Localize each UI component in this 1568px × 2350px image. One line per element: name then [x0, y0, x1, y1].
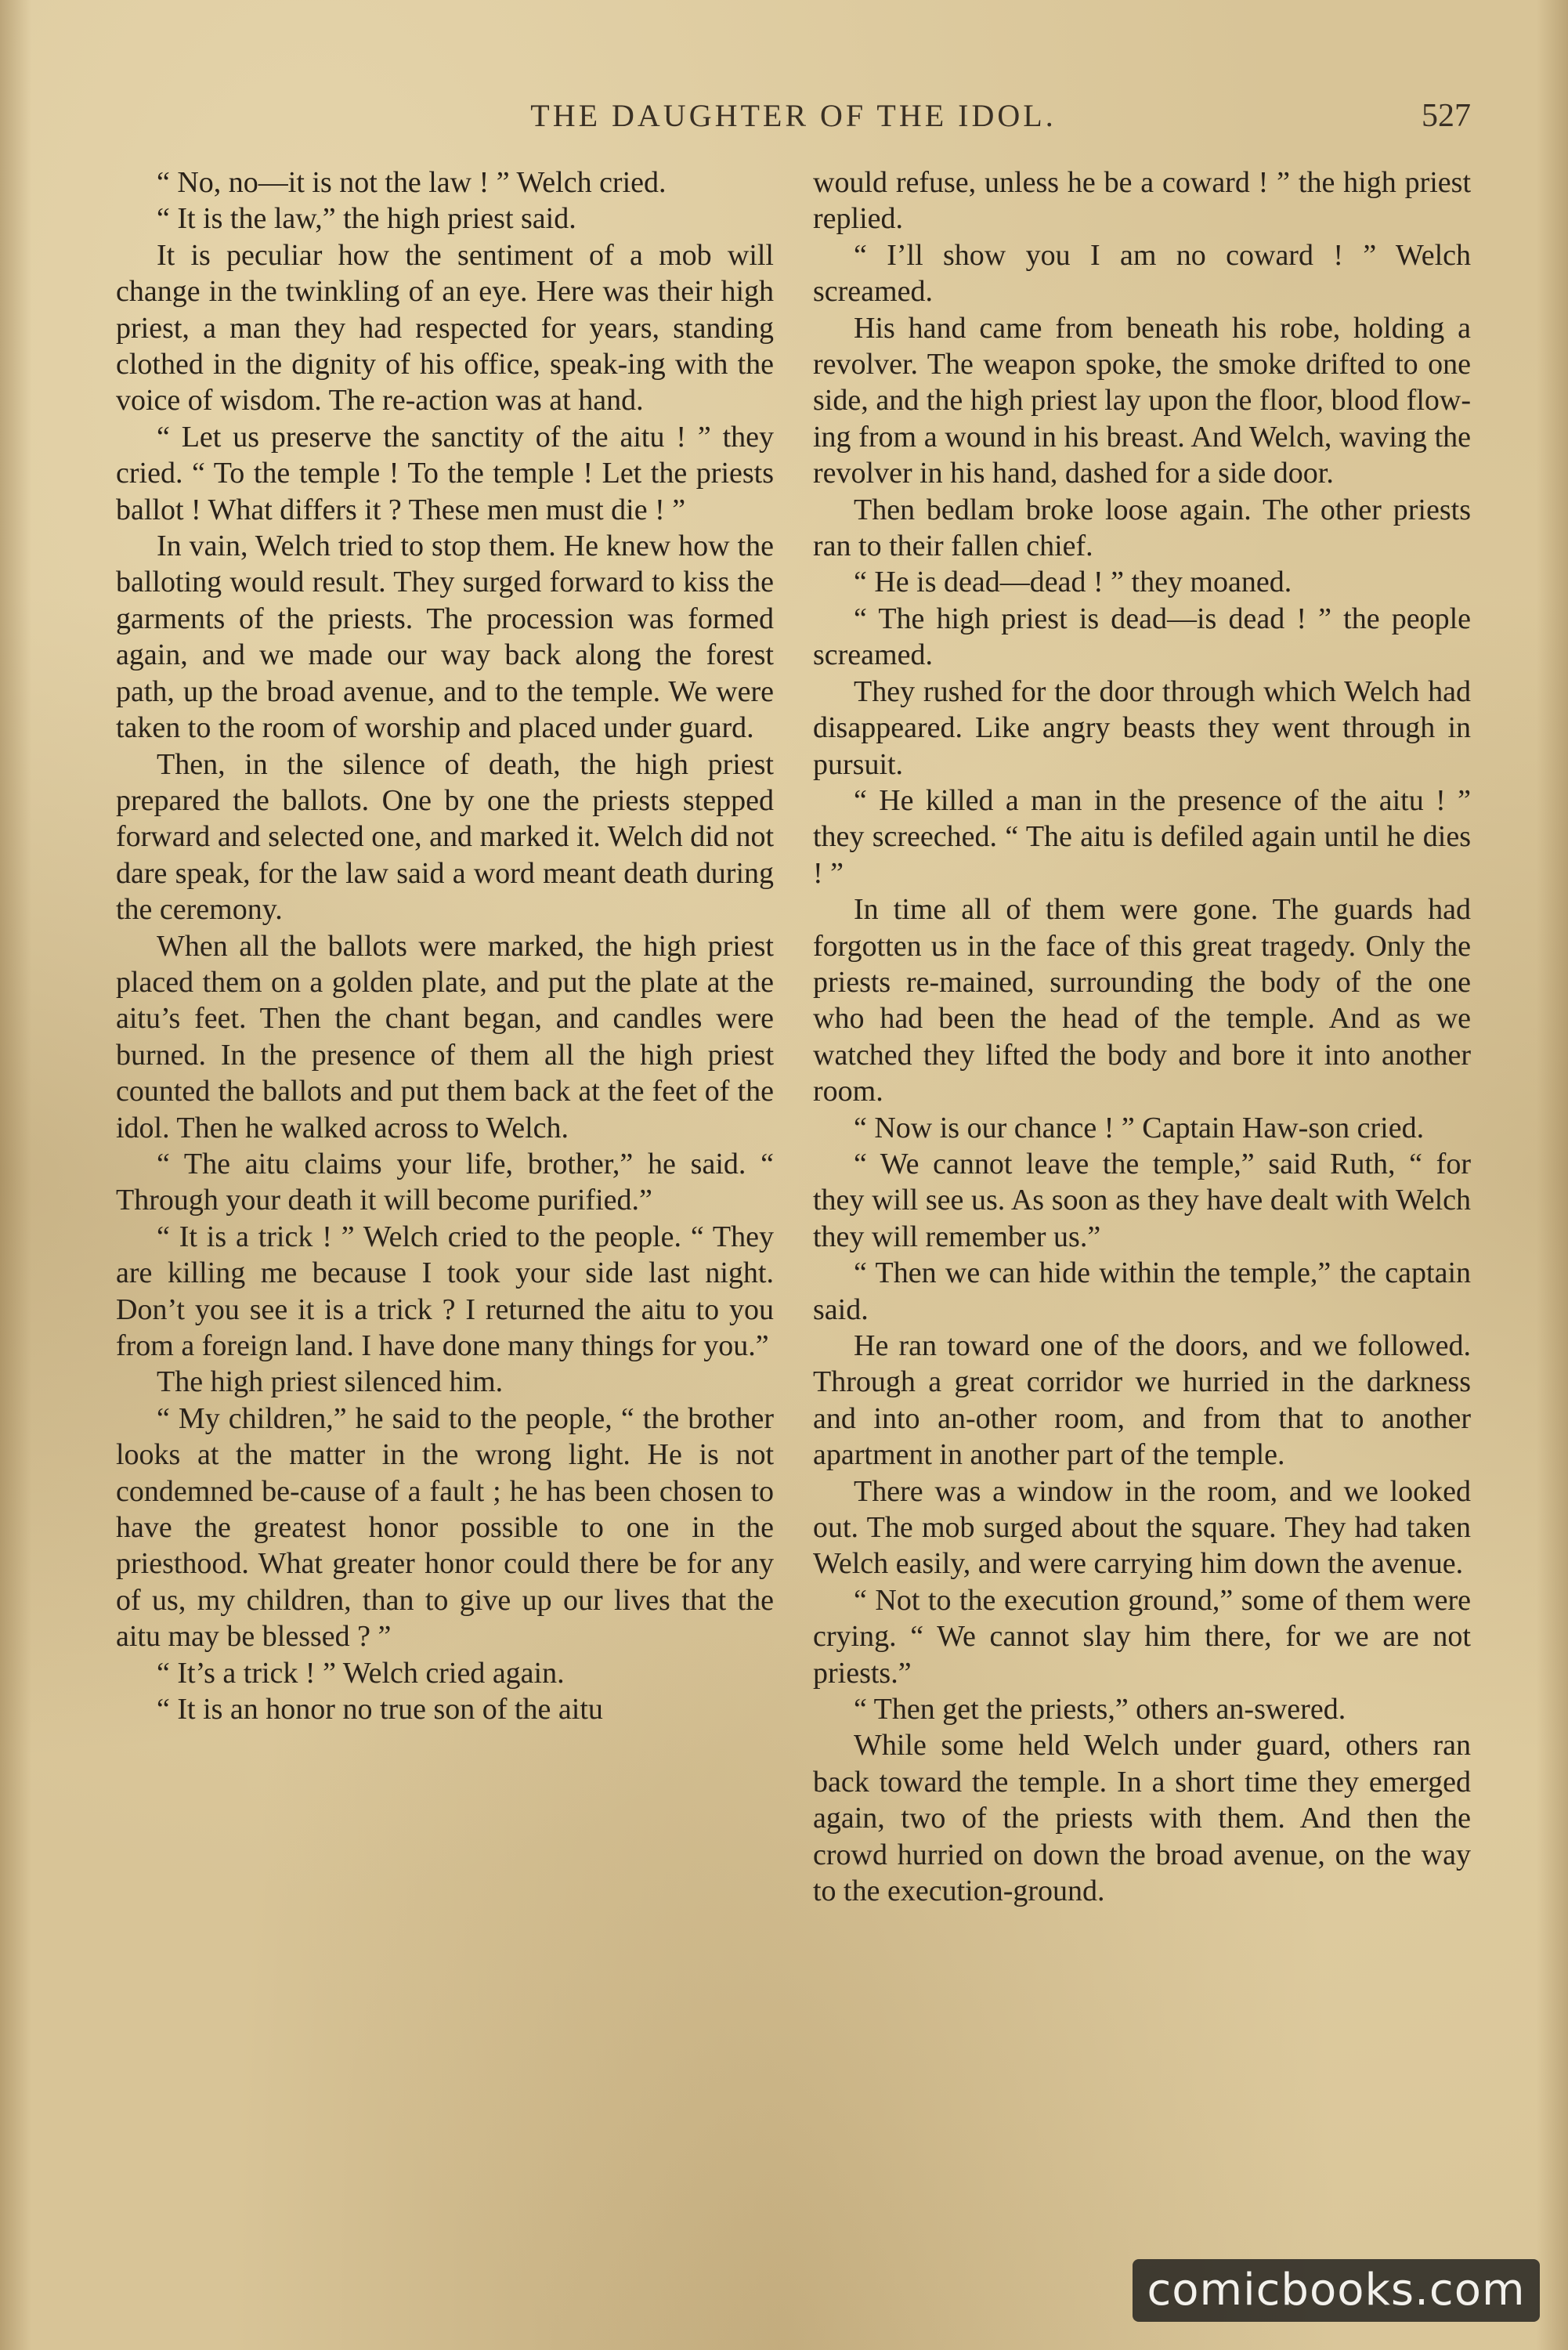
left-column	[116, 164, 774, 1727]
paragraph: Then bedlam broke loose again. The other priests ran to their fallen chief.	[813, 493, 1471, 563]
paragraph: In vain, Welch tried to stop them. He knew how the balloting would result. They surged forward to kiss the garments of the priests. The procession was formed again, and we made our way back along the forest path, up the broad avenue, and to the temple. We were taken to the room of worship and placed under guard.	[116, 530, 774, 745]
page-number: 527	[1422, 98, 1471, 134]
paragraph: “ Let us preserve the sanctity of the aitu ! ” they cried. “ To the temple ! To the temple ! Let the priests ballot ! What differs it ? These men must die ! ”	[116, 420, 774, 526]
paragraph: He ran toward one of the doors, and we followed. Through a great corridor we hurried in the darkness and into an-other room, and from that to another apartment in another part of the temple.	[813, 1329, 1471, 1472]
running-title: THE DAUGHTER OF THE IDOL.	[530, 98, 1057, 133]
paragraph: “ He is dead—dead ! ” they moaned.	[854, 566, 1292, 599]
paragraph: “ The high priest is dead—is dead ! ” the people screamed.	[813, 602, 1471, 672]
paragraph: “ It is a trick ! ” Welch cried to the people. “ They are killing me because I took your side last night. Don’t you see it is a trick ? I returned the aitu to you from a foreign land. I have done many things for you.”	[116, 1220, 774, 1362]
paragraph: “ Then we can hide within the temple,” the captain said.	[813, 1256, 1471, 1326]
paragraph: In time all of them were gone. The guards had forgotten us in the face of this great tragedy. Only the priests re-mained, surrounding the body of the one who had been the head of the temple. And as we watched they lifted the body and bore it into another room.	[813, 893, 1471, 1108]
paragraph: Then, in the silence of death, the high priest prepared the ballots. One by one the priests stepped forward and selected one, and marked it. Welch did not dare speak, for the law said a word meant death during the ceremony.	[116, 747, 774, 927]
paragraph: While some held Welch under guard, others ran back toward the temple. In a short time they emerged again, two of the priests with them. And then the crowd hurried on down the broad avenue, on the way to the execution-ground.	[813, 1729, 1471, 1908]
paragraph: “ Not to the execution ground,” some of them were crying. “ We cannot slay him there, for we are not priests.”	[813, 1583, 1471, 1690]
paragraph: His hand came from beneath his robe, holding a revolver. The weapon spoke, the smoke drifted to one side, and the high priest lay upon the floor, blood flow-ing from a wound in his breast. And Welch, waving the revolver in his hand, dashed for a side door.	[813, 311, 1471, 490]
page-edge-shadow-left	[0, 0, 31, 2350]
paragraph: “ Now is our chance ! ” Captain Haw-son cried.	[854, 1111, 1425, 1144]
paragraph: They rushed for the door through which Welch had disappeared. Like angry beasts they went through in pursuit.	[813, 674, 1471, 781]
paragraph: would refuse, unless he be a coward ! ” the high priest replied.	[813, 166, 1471, 236]
paragraph: The high priest silenced him.	[157, 1365, 504, 1399]
paragraph: There was a window in the room, and we looked out. The mob surged about the square. They had taken Welch easily, and were carrying him down the avenue.	[813, 1474, 1471, 1581]
paragraph: “ It’s a trick ! ” Welch cried again.	[157, 1656, 565, 1690]
paragraph: When all the ballots were marked, the high priest placed them on a golden plate, and put the plate at the aitu’s feet. Then the chant began, and candles were burned. In the presence of them all the high priest counted the ballots and put them back at the feet of the idol. Then he walked across to Welch.	[116, 929, 774, 1144]
page-edge-shadow-right	[1537, 0, 1568, 2350]
paragraph: It is peculiar how the sentiment of a mob will change in the twinkling of an eye. Here was their high priest, a man they had respected for years, standing clothed in the dignity of his office, speak-ing with the voice of wisdom. The re-action was at hand.	[116, 238, 774, 418]
paragraph: “ He killed a man in the presence of the aitu ! ” they screeched. “ The aitu is defiled again until he dies ! ”	[813, 783, 1471, 890]
paragraph: “ Then get the priests,” others an-swered.	[854, 1693, 1346, 1726]
paragraph: “ My children,” he said to the people, “ the brother looks at the matter in the wrong light. He is not condemned be-cause of a fault ; he has been chosen to have the greatest honor possible to one in the priesthood. What greater honor could there be for any of us, my children, than to give up our lives that the aitu may be blessed ? ”	[116, 1401, 774, 1654]
paragraph: “ It is the law,” the high priest said.	[157, 202, 576, 236]
paragraph: “ I’ll show you I am no coward ! ” Welch screamed.	[813, 238, 1471, 309]
paragraph: “ The aitu claims your life, brother,” he said. “ Through your death it will become purified.”	[116, 1147, 774, 1217]
paragraph: “ We cannot leave the temple,” said Ruth, “ for they will see us. As soon as they have dealt with Welch they will remember us.”	[813, 1147, 1471, 1253]
right-column	[813, 164, 1471, 1910]
watermark-badge: comicbooks.com	[1133, 2259, 1540, 2322]
paragraph: “ No, no—it is not the law ! ” Welch cried.	[157, 166, 667, 199]
running-head	[116, 92, 1471, 139]
paragraph: “ It is an honor no true son of the aitu	[157, 1693, 603, 1726]
